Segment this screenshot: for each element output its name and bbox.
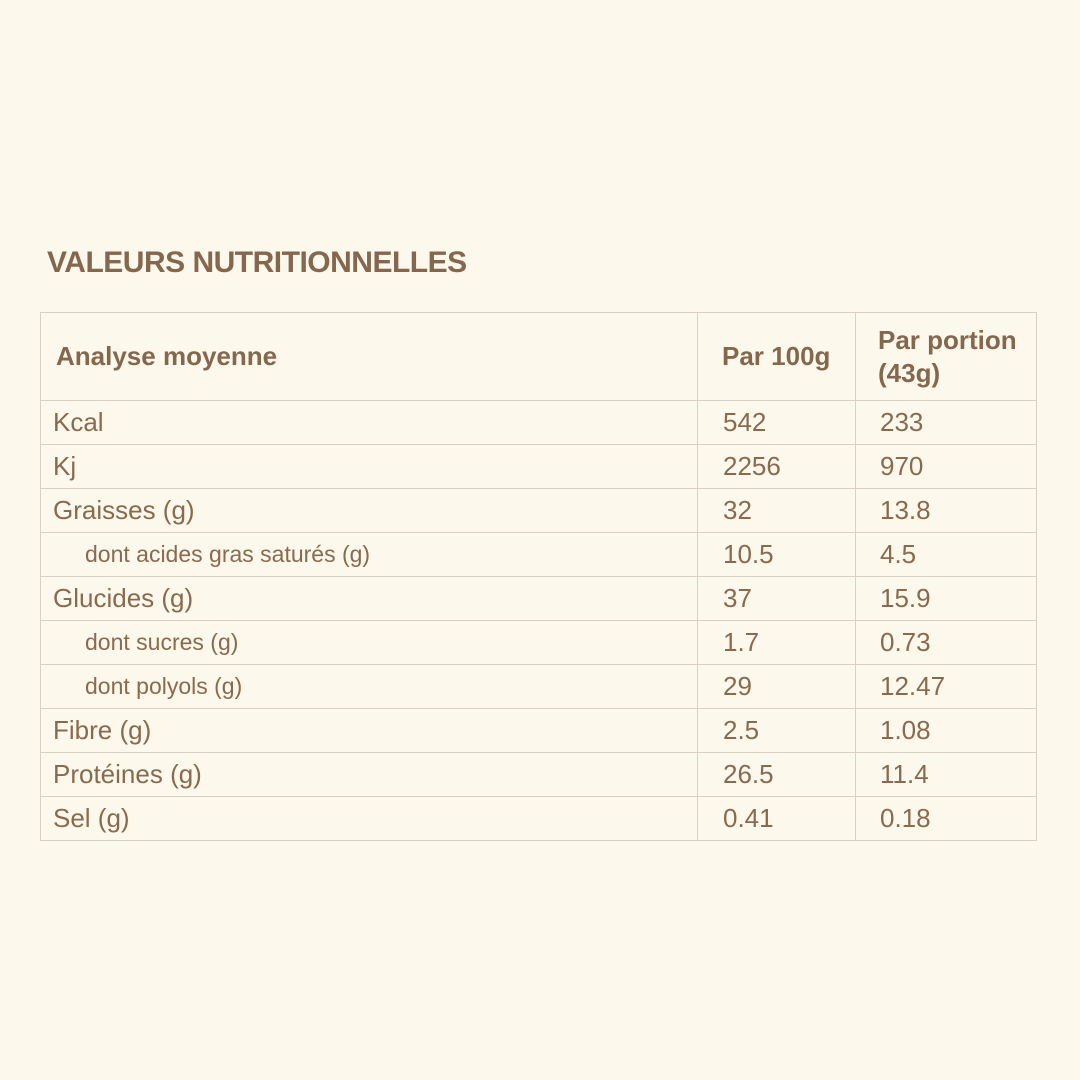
value-per-portion: 970 xyxy=(856,445,1037,489)
value-per-100g: 32 xyxy=(698,489,856,533)
header-per-100g: Par 100g xyxy=(698,313,856,401)
row-label-graisses: Graisses (g) xyxy=(41,489,698,533)
value-per-portion: 15.9 xyxy=(856,577,1037,621)
table-row xyxy=(41,533,1037,577)
table-row xyxy=(41,445,1037,489)
value-per-portion: 11.4 xyxy=(856,753,1037,797)
header-per-portion: Par portion (43g) xyxy=(856,313,1037,401)
value-per-100g: 542 xyxy=(698,401,856,445)
row-label-acides-gras-satures: dont acides gras saturés (g) xyxy=(41,533,698,577)
table-row xyxy=(41,753,1037,797)
value-per-portion: 12.47 xyxy=(856,665,1037,709)
value-per-100g: 2.5 xyxy=(698,709,856,753)
value-per-100g: 2256 xyxy=(698,445,856,489)
nutrition-table xyxy=(40,312,1037,841)
row-label-sucres: dont sucres (g) xyxy=(41,621,698,665)
table-row xyxy=(41,797,1037,841)
table-row xyxy=(41,665,1037,709)
value-per-portion: 0.18 xyxy=(856,797,1037,841)
table-row xyxy=(41,577,1037,621)
row-label-sel: Sel (g) xyxy=(41,797,698,841)
value-per-portion: 233 xyxy=(856,401,1037,445)
row-label-fibre: Fibre (g) xyxy=(41,709,698,753)
value-per-portion: 13.8 xyxy=(856,489,1037,533)
value-per-100g: 29 xyxy=(698,665,856,709)
row-label-glucides: Glucides (g) xyxy=(41,577,698,621)
value-per-portion: 1.08 xyxy=(856,709,1037,753)
row-label-kj: Kj xyxy=(41,445,698,489)
value-per-100g: 26.5 xyxy=(698,753,856,797)
table-row xyxy=(41,401,1037,445)
table-row xyxy=(41,621,1037,665)
row-label-polyols: dont polyols (g) xyxy=(41,665,698,709)
row-label-proteines: Protéines (g) xyxy=(41,753,698,797)
value-per-portion: 0.73 xyxy=(856,621,1037,665)
row-label-kcal: Kcal xyxy=(41,401,698,445)
header-analyse-moyenne: Analyse moyenne xyxy=(41,313,698,401)
value-per-100g: 1.7 xyxy=(698,621,856,665)
table-header-row xyxy=(41,313,1037,401)
page-title: VALEURS NUTRITIONNELLES xyxy=(47,246,467,279)
value-per-100g: 10.5 xyxy=(698,533,856,577)
nutrition-table-container xyxy=(40,312,1036,841)
value-per-100g: 37 xyxy=(698,577,856,621)
table-row xyxy=(41,489,1037,533)
value-per-portion: 4.5 xyxy=(856,533,1037,577)
table-row xyxy=(41,709,1037,753)
value-per-100g: 0.41 xyxy=(698,797,856,841)
